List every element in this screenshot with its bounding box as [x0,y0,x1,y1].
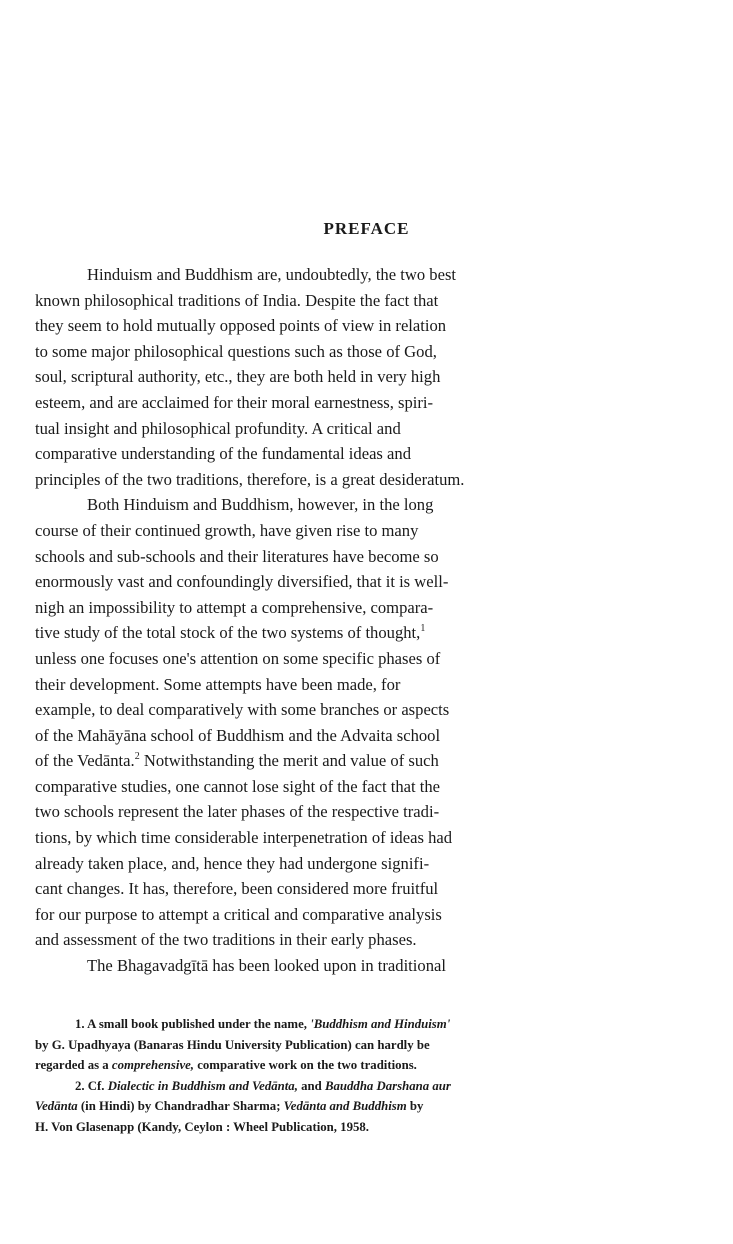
text-line: they seem to hold mutually opposed points of view in relation [35,316,447,336]
text-line: unless one focuses one's attention on some specific phases of [35,648,441,668]
footnotes [35,1014,613,1137]
text-line: principles of the two traditions, therefore, is a great desideratum. [35,469,465,489]
preface-body [35,262,615,979]
text-line: already taken place, and, hence they had undergone signifi- [35,853,430,873]
text-line: their development. Some attempts have been made, for [35,674,401,694]
footnote-1-cont: regarded as a comprehensive, comparative work on the two traditions. [35,1058,417,1072]
text-line: of the Vedānta.$^2$ Notwithstanding the merit and value of such [35,751,439,771]
footnote-1-cont: by G. Upadhyaya (Banaras Hindu University Publication) can hardly be [35,1037,430,1052]
text-line: Both Hinduism and Buddhism, however, in the long [87,495,434,515]
footnote-2-cont: Vedānta (in Hindi) by Chandradhar Sharma; Vedānta and Buddhism by [35,1099,424,1113]
text-line: enormously vast and confoundingly diversified, that it is well- [35,572,449,592]
text-line: example, to deal comparatively with some branches or aspects [35,700,450,720]
text-line: tual insight and philosophical profundity. A critical and [35,418,401,438]
text-line: comparative understanding of the fundamental ideas and [35,444,411,464]
text-line: comparative studies, one cannot lose sight of the fact that the [35,776,441,796]
text-line: and assessment of the two traditions in their early phases. [35,930,417,950]
text-line: schools and sub-schools and their literatures have become so [35,546,439,566]
footnote-2-cont: H. Von Glasenapp (Kandy, Ceylon : Wheel Publication, 1958. [35,1119,369,1134]
footnote-mark: 2 [134,751,140,763]
text-line: course of their continued growth, have given rise to many [35,520,419,540]
text-line: of the Mahāyāna school of Buddhism and the Advaita school [35,725,441,745]
text-line: soul, scriptural authority, etc., they are both held in very high [35,367,441,387]
text-line: tions, by which time considerable interpenetration of ideas had [35,828,453,848]
text-line: for our purpose to attempt a critical and comparative analysis [35,904,442,924]
text-line: two schools represent the later phases of the respective tradi- [35,802,440,822]
text-line: Hinduism and Buddhism are, undoubtedly, the two best [87,265,457,284]
text-line: to some major philosophical questions such as those of God, [35,341,437,361]
footnote-2: 2. Cf. Dialectic in Buddhism and Vedānta, and Bauddha Darshana aur [75,1078,451,1093]
text-line: known philosophical traditions of India. Despite the fact that [35,290,439,310]
page-heading: PREFACE [323,219,410,238]
text-line: The Bhagavadgītā has been looked upon in traditional [87,956,446,976]
footnote-mark: 1 [420,623,426,635]
text-line: tive study of the total stock of the two systems of thought,$^1$ [35,623,426,643]
text-line: cant changes. It has, therefore, been considered more fruitful [35,879,439,899]
text-line: esteem, and are acclaimed for their moral earnestness, spiri- [35,392,434,412]
footnote-1: 1. A small book published under the name, 'Buddhism and Hinduism' [75,1017,451,1031]
text-line: nigh an impossibility to attempt a comprehensive, compara- [35,597,434,617]
